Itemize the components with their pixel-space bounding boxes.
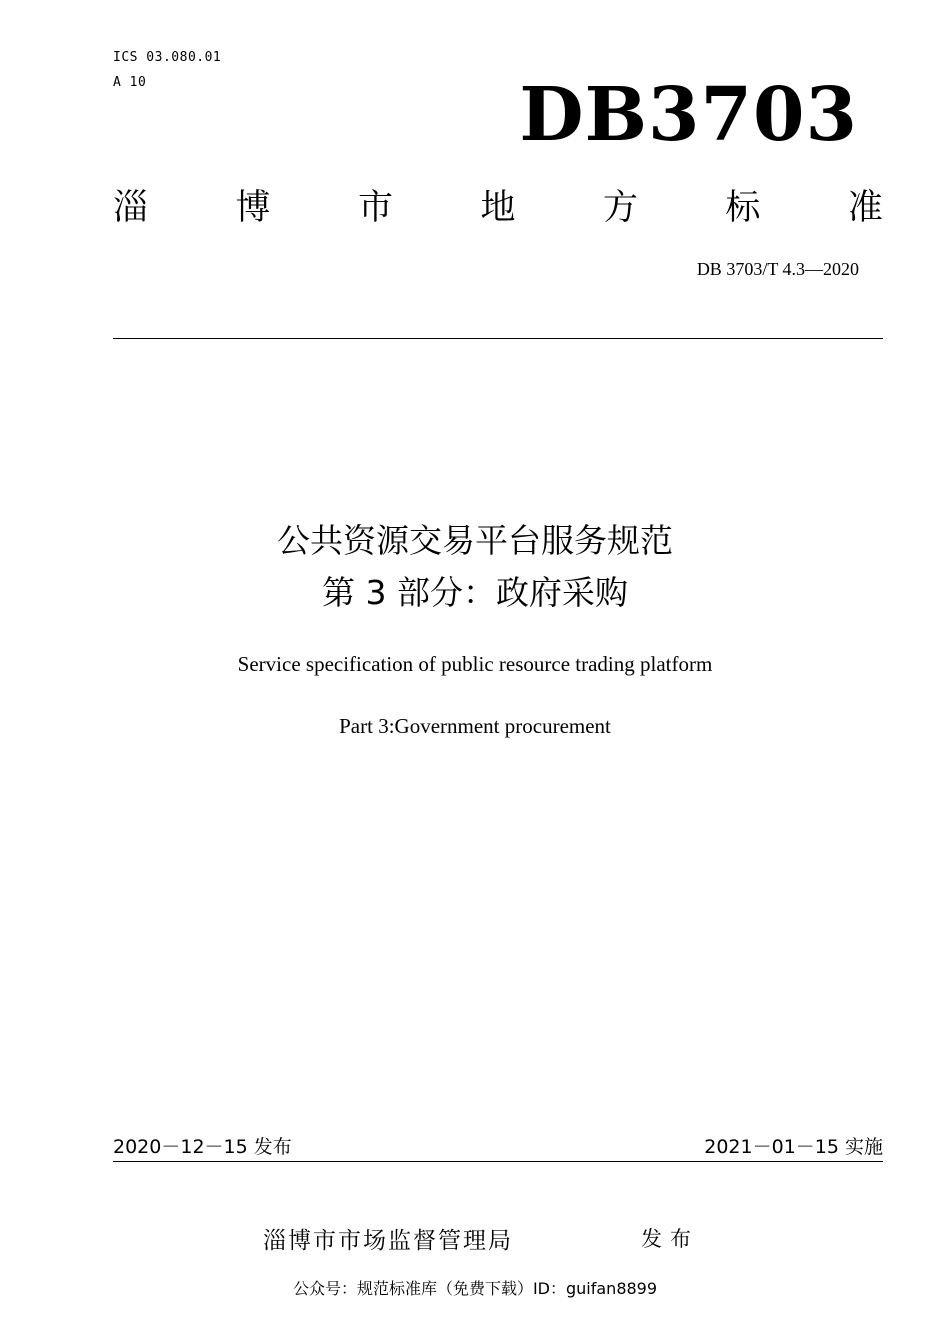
db-code-logo: DB3703 [519, 72, 858, 158]
footer-note: 公众号：规范标准库（免费下载）ID：guifan8899 [292, 1279, 658, 1298]
standard-type-char: 淄 [113, 187, 149, 228]
standard-type-char: 准 [847, 187, 883, 228]
standard-type-char: 方 [602, 187, 638, 228]
standard-type-char: 地 [480, 187, 516, 228]
ccs-code: A 10 [113, 75, 147, 90]
standard-type-heading [113, 185, 883, 231]
standard-number: DB 3703/T 4.3—2020 [696, 259, 859, 279]
bottom-divider [113, 1161, 883, 1162]
ics-code: ICS 03.080.01 [113, 50, 222, 65]
title-en-part: Part 3:Government procurement [339, 714, 611, 738]
title-cn-part: 第 3 部分：政府采购 [322, 573, 628, 612]
implementation-date: 2021－01－15 实施 [704, 1136, 883, 1158]
title-en-main: Service specification of public resource trading platform [237, 652, 713, 676]
issuing-authority: 淄博市市场监督管理局 [263, 1228, 513, 1254]
issue-label: 发布 [641, 1227, 699, 1251]
title-cn-main: 公共资源交易平台服务规范 [277, 521, 673, 560]
top-divider [113, 338, 883, 339]
standard-type-char: 博 [235, 187, 271, 228]
release-date: 2020－12－15 发布 [113, 1136, 292, 1158]
standard-type-char: 标 [725, 187, 761, 228]
standard-type-char: 市 [357, 187, 393, 228]
